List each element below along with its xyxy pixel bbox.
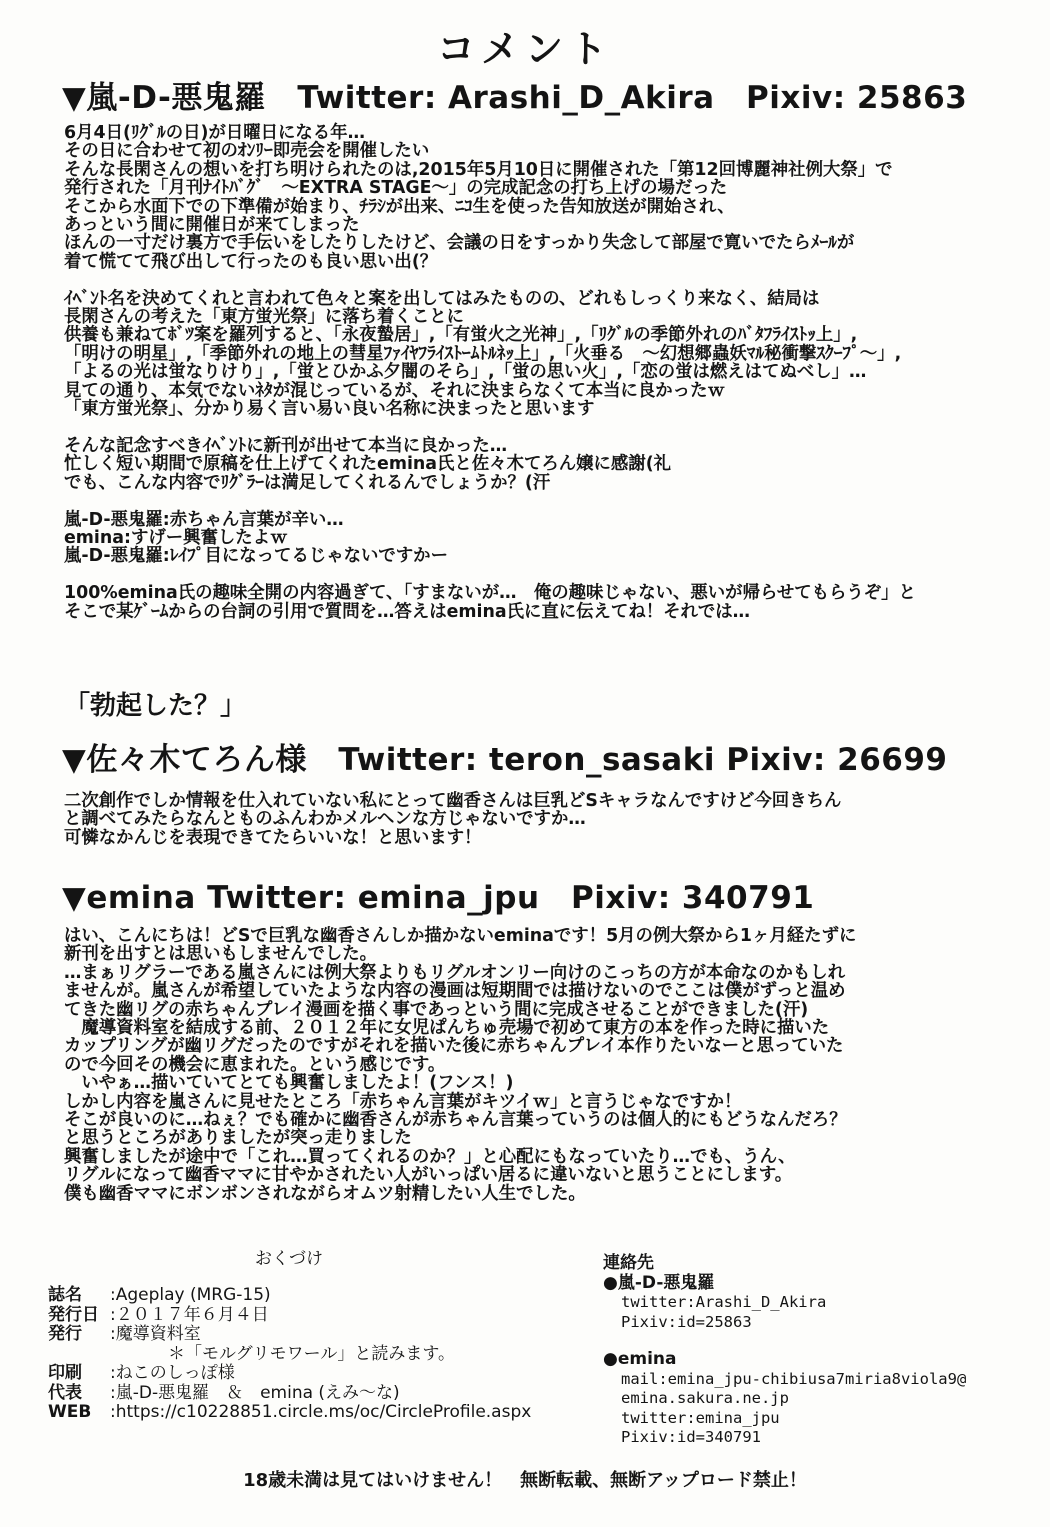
text-line: 嵐-D-悪鬼羅:ﾚｲﾌﾟ目になってるじゃないですかー [64, 546, 448, 567]
text-line: emina:すげー興奮したよｗ [64, 527, 288, 548]
text-line: 興奮しましたが途中で「これ…買ってくれるのか？」と心配にもなっていたり…でも、うん、 [64, 1146, 796, 1167]
text-line: ほんの一寸だけ裏方で手伝いをしたりしたけど、会議の日をすっかり失念して部屋で寛いでたらﾒｰﾙが [64, 233, 855, 254]
contact-line: mail:emina_jpu-chibiusa7miria8viola9@ [621, 1369, 967, 1388]
contact-line: twitter:emina_jpu [621, 1408, 780, 1427]
text-line [64, 271, 916, 289]
section-heading-teron: ▼佐々木てろん様 Twitter: teron_sasaki Pixiv: 26699 [62, 742, 948, 778]
colophon-value: :https://c10228851.circle.ms/oc/CircleProfile.aspx [110, 1402, 532, 1422]
colophon-row [48, 1384, 531, 1404]
text-line: はい、こんにちは！どSで巨乳な幽香さんしか描かないeminaです！5月の例大祭から1ヶ月経たずに [64, 926, 857, 946]
text-line: あっという間に開催日が来てしまった [64, 215, 360, 236]
spacer [603, 1332, 966, 1350]
contact-person-name: ●嵐-D-悪鬼羅 [603, 1272, 715, 1293]
text-line: ｲﾍﾞﾝﾄ名を決めてくれと言われて色々と案を出してはみたものの、どれもしっくり来なく、結局は [64, 288, 820, 309]
okuzuke-title: おくづけ [255, 1249, 323, 1269]
section-body-emina [64, 927, 856, 1203]
contact-block [603, 1254, 966, 1448]
contact-heading: 連絡先 [603, 1253, 654, 1273]
colophon-label: 発行 [48, 1324, 82, 1344]
text-line: その日に合わせて初のｵﾝﾘｰ即売会を開催したい [64, 141, 430, 162]
text-line: しかし内容を嵐さんに見せたところ「赤ちゃん言葉がキツイｗ」と言うじゃなですか！ [64, 1091, 742, 1112]
text-line: 見ての通り、本気でないﾈﾀが混じっているが、それに決まらなくて本当に良かったｗ [64, 380, 725, 401]
text-line: 嵐-D-悪鬼羅:赤ちゃん言葉が辛い… [64, 509, 344, 530]
text-line: そんな記念すべきｲﾍﾞﾝﾄに新刊が出せて本当に良かった… [64, 435, 508, 456]
text-line [64, 419, 916, 437]
section-heading-emina: ▼emina Twitter: emina_jpu Pixiv: 340791 [62, 880, 815, 916]
text-line: でも、こんな内容でﾘｸﾞﾗｰは満足してくれるんでしょうか？(汗 [64, 472, 551, 493]
text-line: 二次創作でしか情報を仕入れていない私にとって幽香さんは巨乳どSキャラなんですけど今回きちん [64, 791, 842, 811]
contact-person-name: ●emina [603, 1349, 677, 1369]
text-line: 長閑さんの考えた「東方蛍光祭」に落ち着くことに [64, 307, 464, 328]
text-line: そこで某ｹﾞｰﾑからの台詞の引用で質問を…答えはemina氏に直に伝えてね！それでは… [64, 601, 751, 622]
contact-line: Pixiv:id=25863 [621, 1312, 752, 1331]
colophon-label: 代表 [48, 1382, 82, 1403]
text-line: と思うところがありましたが突っ走りました [64, 1128, 412, 1149]
text-line: と調べてみたらなんとものふんわかメルヘンな方じゃないですか… [64, 809, 586, 830]
text-line: てきた幽リグの赤ちゃんプレイ漫画を描く事であっという間に完成させることができました(汗) [64, 999, 809, 1020]
text-line: 新刊を出すとは思いもしませんでした。 [64, 944, 378, 965]
colophon-label: 印刷 [48, 1363, 82, 1383]
text-line: そこから水面下での下準備が始まり、ﾁﾗｼが出来、ﾆｺ生を使った告知放送が開始され、 [64, 196, 735, 217]
colophon-value: :２０１７年６月４日 [110, 1304, 269, 1325]
page-title: コメント [436, 27, 613, 71]
colophon-label: 誌名 [48, 1285, 82, 1305]
colophon-value: :Ageplay (MRG-15) [110, 1285, 271, 1305]
colophon-row [48, 1325, 531, 1345]
text-line: そこが良いのに…ねぇ？でも確かに幽香さんが赤ちゃん言葉っていうのは個人的にもどうなんだろ？ [64, 1110, 847, 1131]
colophon [48, 1286, 531, 1423]
section-heading-arashi: ▼嵐-D-悪鬼羅 Twitter: Arashi_D_Akira Pixiv: 25863 [62, 80, 968, 116]
text-line: 僕も幽香ママにボンボンされながらオムツ射精したい人生でした。 [64, 1183, 586, 1204]
text-line: 可憐なかんじを表現できてたらいいな！と思います！ [64, 827, 482, 848]
text-line [64, 566, 916, 584]
text-line: ませんが。嵐さんが希望していたような内容の漫画は短期間では描けないのでここは僕がずっと温め [64, 981, 846, 1002]
colophon-label: WEB [48, 1402, 92, 1422]
colophon-row: ＊「モルグリモワール」と読みます。 [168, 1343, 455, 1364]
colophon-value: :魔導資料室 [110, 1324, 201, 1344]
colophon-row [48, 1364, 531, 1384]
text-line [64, 492, 916, 510]
colophon-row [48, 1403, 531, 1423]
text-line: そんな長閑さんの想いを打ち明けられたのは,2015年5月10日に開催された「第12回博麗神社例大祭」で [64, 159, 893, 180]
colophon-row [48, 1286, 531, 1306]
text-line: 100%emina氏の趣味全開の内容過ぎて、「すまないが… 俺の趣味じゃない、悪いが帰らせてもらうぞ」と [64, 583, 916, 604]
colophon-value: :ねこのしっぽ様 [110, 1363, 235, 1383]
text-line: いやぁ…描いていてとても興奮しましたよ！(フンス！) [64, 1073, 514, 1094]
text-line: 「よるの光は蛍なりけり」,「蛍とひかふ夕闇のそら」,「蛍の思い火」,「恋の蛍は燃えはてぬべし」… [64, 362, 867, 383]
footer-warning: 18歳未満は見てはいけません！ 無断転載、無断アップロード禁止！ [243, 1470, 807, 1491]
colophon-label: 発行日 [48, 1304, 99, 1325]
text-line: カップリングが幽リグだったのですがそれを描いた後に赤ちゃんプレイ本作りたいなーと思っていた [64, 1036, 844, 1057]
text-line: 着て慌てて飛び出して行ったのも良い思い出(？ [64, 251, 438, 272]
quote-text: 「勃起した？」 [64, 691, 247, 721]
text-line: 供養も兼ねてﾎﾞﾂ案を羅列すると、「永夜蟄居」,「有蛍火之光神」,「ﾘｸﾞﾙの季節外れのﾊﾞﾀﾌﾗｲｽﾄｯ上」, [64, 325, 858, 346]
text-line: 6月4日(ﾘｸﾞﾙの日)が日曜日になる年… [64, 123, 365, 143]
text-line: 忙しく短い期間で原稿を仕上げてくれたemina氏と佐々木てろん嬢に感謝(礼 [64, 454, 672, 475]
text-line: 発行された「月刊ﾅｲﾄﾊﾞｸﾞ ～EXTRA STAGE～」の完成記念の打ち上げの場だった [64, 178, 728, 199]
contact-line: Pixiv:id=340791 [621, 1428, 761, 1446]
colophon-row [48, 1306, 531, 1326]
section-body-arashi [64, 124, 916, 621]
text-line: リグルになって幽香ママに甘やかされたい人がいっぱい居るに違いないと思うことにします。 [64, 1165, 793, 1186]
colophon-value: :嵐-D-悪鬼羅 ＆ emina (えみ～な) [110, 1382, 400, 1403]
text-line: 「東方蛍光祭」、分かり易く言い易い良い名称に決まったと思います [64, 399, 595, 420]
section-body-teron [64, 792, 841, 847]
text-line: 「明けの明星」,「季節外れの地上の彗星ﾌｧｲﾔﾌﾗｲｽﾄｰﾑﾄﾙﾈｯ上」,「火垂る ～幻想郷蟲妖ﾏﾙ秘衝撃ｽｸｰﾌﾟ～」, [64, 343, 902, 364]
contact-line: emina.sakura.ne.jp [621, 1389, 789, 1407]
text-line: ので今回その機会に恵まれた。という感じです。 [64, 1054, 446, 1075]
text-line: 魔導資料室を結成する前、２０１２年に女児ぱんちゅ売場で初めて東方の本を作った時に描いた [64, 1018, 830, 1039]
contact-line: twitter:Arashi_D_Akira [621, 1293, 827, 1311]
text-line: …まぁリグラーである嵐さんには例大祭よりもリグルオンリー向けのこっちの方が本命なのかもしれ [64, 962, 846, 983]
